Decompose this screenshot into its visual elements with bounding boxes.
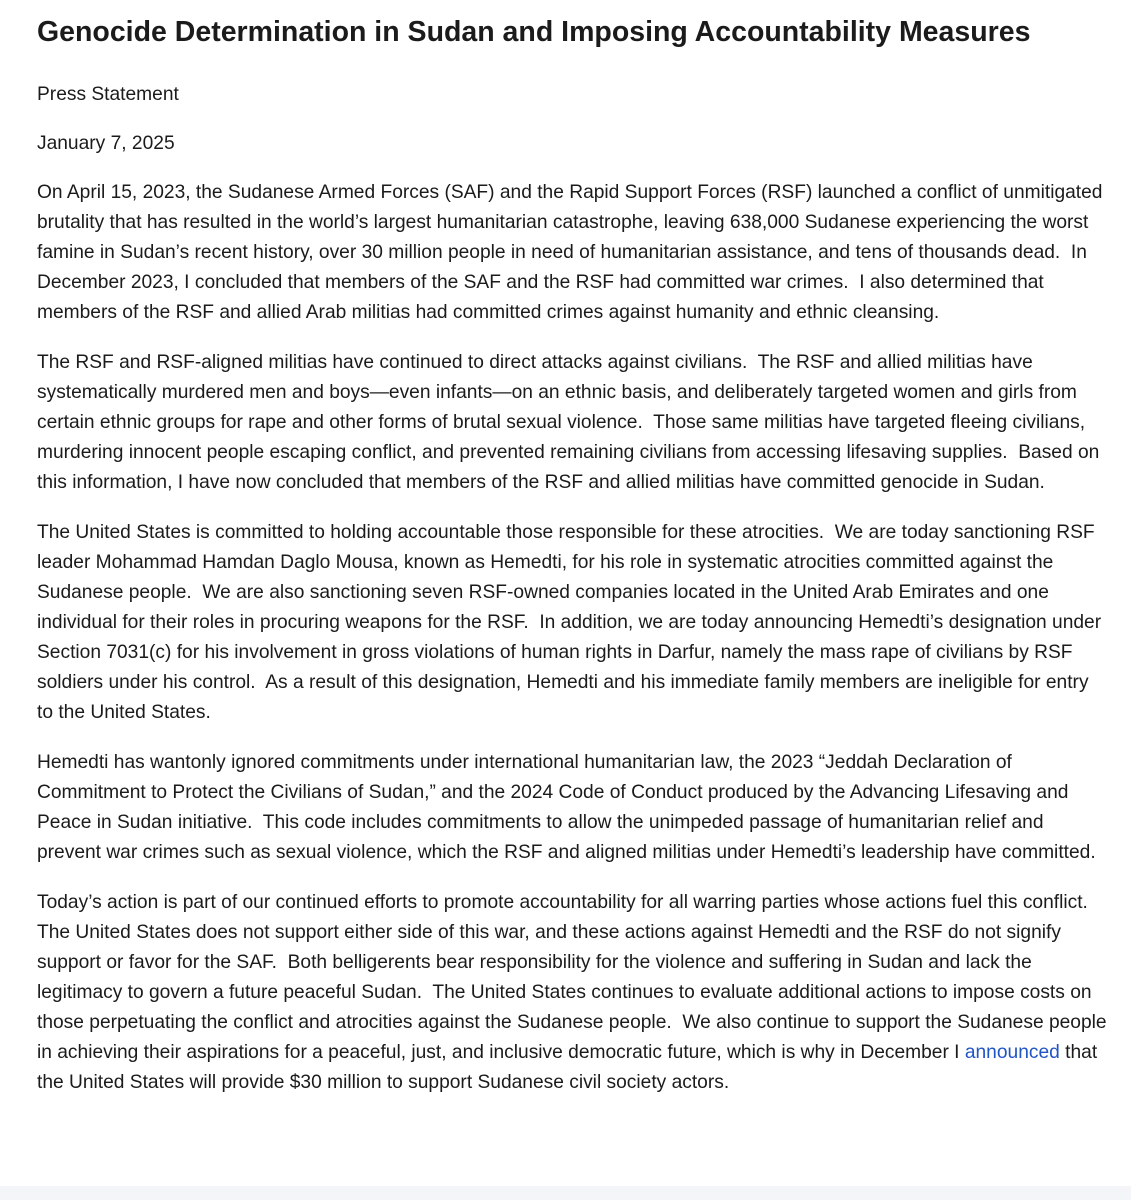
- paragraph-5: [37, 888, 1109, 1098]
- announced-link[interactable]: announced: [964, 1042, 1060, 1063]
- bottom-edge-shade: [0, 1186, 1131, 1200]
- page-title: Genocide Determination in Sudan and Imposing Accountability Measures: [37, 16, 1031, 48]
- article-content: [37, 14, 1109, 1098]
- paragraph-3: The United States is committed to holding accountable those responsible for these atrocities. We are today sanctioning RSF leader Mohammad Hamdan Daglo Mousa, known as Hemedti, for his role in systematic atrocities committed against the Sudanese people. We are also sanctioning seven RSF-owned companies located in the United Arab Emirates and one individual for their roles in procuring weapons for the RSF. In addition, we are today announcing Hemedti’s designation under Section 7031(c) for his involvement in gross violations of human rights in Darfur, namely the mass rape of civilians by RSF soldiers under his control. As a result of this designation, Hemedti and his immediate family members are ineligible for entry to the United States.: [37, 522, 1102, 723]
- paragraph-1: On April 15, 2023, the Sudanese Armed Forces (SAF) and the Rapid Support Forces (RSF) launched a conflict of unmitigated brutality that has resulted in the world’s largest humanitarian catastrophe, leaving 638,000 Sudanese experiencing the worst famine in Sudan’s recent history, over 30 million people in need of humanitarian assistance, and tens of thousands dead. In December 2023, I concluded that members of the SAF and the RSF had committed war crimes. I also determined that members of the RSF and allied Arab militias had committed crimes against humanity and ethnic cleansing.: [37, 182, 1103, 323]
- paragraph-5-text-end: that the United States will provide $30 million to support Sudanese civil society actors.: [37, 1042, 1098, 1093]
- paragraph-4: Hemedti has wantonly ignored commitments under international humanitarian law, the 2023 “Jeddah Declaration of Commitment to Protect the Civilians of Sudan,” and the 2024 Code of Conduct produced by the Advancing Lifesaving and Peace in Sudan initiative. This code includes commitments to allow the unimpeded passage of humanitarian relief and prevent war crimes such as sexual violence, which the RSF and aligned militias under Hemedti’s leadership have committed.: [37, 752, 1096, 863]
- statement-type: Press Statement: [37, 84, 179, 105]
- paragraph-5-text-start: Today’s action is part of our continued efforts to promote accountability for all warring parties whose actions fuel this conflict. The United States does not support either side of this war, and these actions against Hemedti and the RSF do not signify support or favor for the SAF. Both belligerents bear responsibility for the violence and suffering in Sudan and lack the legitimacy to govern a future peaceful Sudan. The United States continues to evaluate additional actions to impose costs on those perpetuating the conflict and atrocities against the Sudanese people. We also continue to support the Sudanese people in achieving their aspirations for a peaceful, just, and inclusive democratic future, which is why in December I: [37, 892, 1107, 1063]
- statement-date: January 7, 2025: [37, 133, 175, 154]
- paragraph-2: The RSF and RSF-aligned militias have continued to direct attacks against civilians. The RSF and allied militias have systematically murdered men and boys—even infants—on an ethnic basis, and deliberately targeted women and girls from certain ethnic groups for rape and other forms of brutal sexual violence. Those same militias have targeted fleeing civilians, murdering innocent people escaping conflict, and prevented remaining civilians from accessing lifesaving supplies. Based on this information, I have now concluded that members of the RSF and allied militias have committed genocide in Sudan.: [37, 352, 1100, 493]
